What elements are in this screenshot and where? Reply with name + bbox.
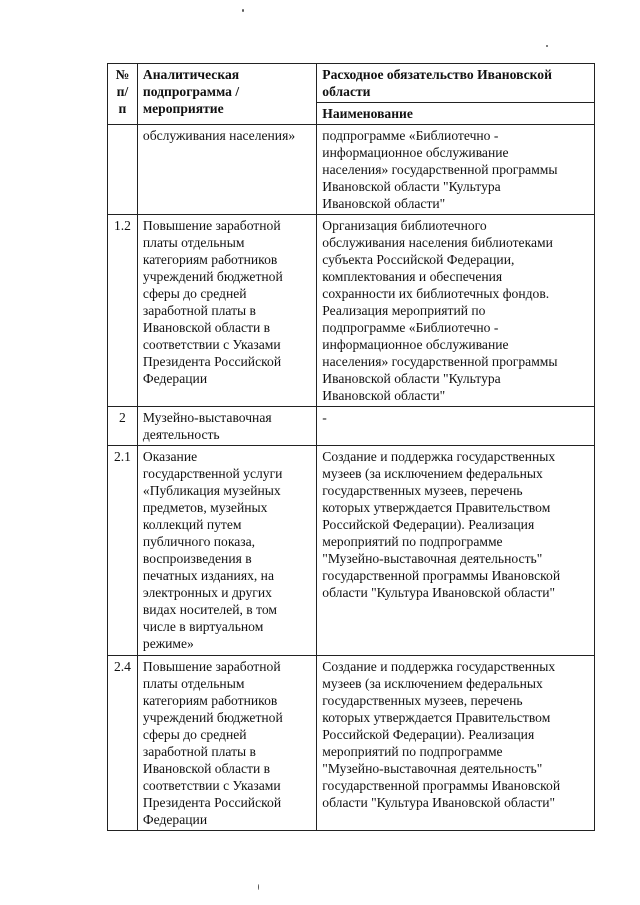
row-program: обслуживания населения» [137,125,316,215]
row-program: Повышение заработной платы отдельным категориям работников учреждений бюджетной сферы до средней заработной платы в Ивановской области в соответствии с Указами Президента Российской Федерации [137,215,316,407]
header-naming: Наименование [317,103,595,125]
scan-speck [242,9,244,12]
row-obligation: Создание и поддержка государственных музеев (за исключением федеральных государственных музеев, перечень которых утверждается Правительством Российской Федерации). Реализация мероприятий по подпрограмме "Музейно-выставочная деятельность" государственной программы Ивановской области "Культура Ивановской области" [317,656,595,831]
header-num: № п/п [108,64,138,125]
scan-speck [258,884,259,890]
table-row [108,125,595,215]
table-header-row [108,64,595,103]
table-row [108,446,595,656]
table-row [108,215,595,407]
row-program: Повышение заработной платы отдельным категориям работников учреждений бюджетной сферы до средней заработной платы в Ивановской области в соответствии с Указами Президента Российской Федерации [137,656,316,831]
header-program: Аналитическая подпрограмма / мероприятие [137,64,316,125]
row-obligation: Организация библиотечного обслуживания населения библиотеками субъекта Российской Федерации, комплектования и обеспечения сохранности их библиотечных фондов. Реализация мероприятий по подпрограмме «Библиотечно - информационное обслуживание населения» государственной программы Ивановской области "Культура Ивановской области" [317,215,595,407]
row-num: 1.2 [108,215,138,407]
row-obligation: Создание и поддержка государственных музеев (за исключением федеральных государственных музеев, перечень которых утверждается Правительством Российской Федерации). Реализация мероприятий по подпрограмме "Музейно-выставочная деятельность" государственной программы Ивановской области "Культура Ивановской области" [317,446,595,656]
row-obligation: подпрограмме «Библиотечно - информационное обслуживание населения» государственной программы Ивановской области "Культура Ивановской области" [317,125,595,215]
row-num: 2.1 [108,446,138,656]
table-row [108,407,595,446]
table-row [108,656,595,831]
scan-speck [546,45,548,47]
row-program: Оказание государственной услуги «Публикация музейных предметов, музейных коллекций путем публичного показа, воспроизведения в печатных изданиях, на электронных и других видах носителей, в том числе в виртуальном режиме» [137,446,316,656]
row-num: 2.4 [108,656,138,831]
row-obligation: - [317,407,595,446]
row-num: 2 [108,407,138,446]
row-program: Музейно-выставочная деятельность [137,407,316,446]
row-num [108,125,138,215]
obligations-table [107,63,595,831]
header-obligation: Расходное обязательство Ивановской области [317,64,595,103]
